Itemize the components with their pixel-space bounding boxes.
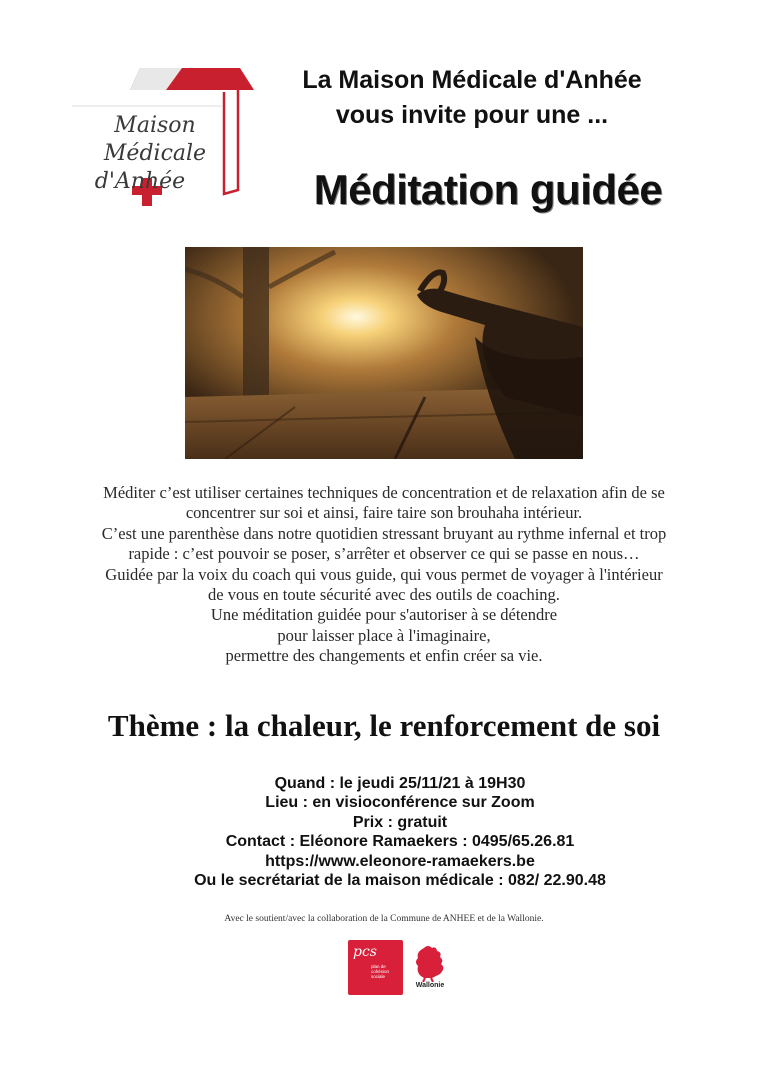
meditation-hand-sunset-photo <box>185 247 583 459</box>
wallonie-logo-name: Wallonie <box>415 982 445 989</box>
description-line: pour laisser place à l'imaginaire, <box>277 625 491 645</box>
logo-wordmark <box>70 112 240 196</box>
info-when: Quand : le jeudi 25/11/21 à 19H30 <box>274 775 526 792</box>
info-website-link[interactable]: https://www.eleonore-ramaekers.be <box>265 852 535 870</box>
maison-medicale-logo <box>62 66 262 216</box>
hero-photo <box>185 247 583 459</box>
pcs-logo <box>348 940 403 995</box>
description-line: permettre des changements et enfin créer sa vie. <box>225 646 543 666</box>
logo-line1: Maison Médicale <box>103 113 207 166</box>
description-line: concentrer sur soi et ainsi, faire taire son brouhaha intérieur. <box>185 503 583 523</box>
info-where: Lieu : en visioconférence sur Zoom <box>265 794 535 812</box>
support-note: Avec le soutient/avec la collaboration de la Commune de ANHEE et de la Wallonie. <box>224 914 544 924</box>
event-info <box>120 774 680 890</box>
header-line2: vous invite pour une ... <box>335 101 609 129</box>
pcs-logo-name: pcs <box>353 944 377 960</box>
header-line1: La Maison Médicale d'Anhée <box>302 66 642 94</box>
description-line: Méditer c’est utiliser certaines techniques de concentration et de relaxation afin de se <box>103 483 665 502</box>
description-line: C’est une parenthèse dans notre quotidien stressant bruyant au rythme infernal et trop <box>101 523 667 543</box>
wallonie-logo <box>410 944 450 994</box>
description-line: rapide : c’est pouvoir se poser, s’arrêter et observer ce qui se passe en nous… <box>128 544 640 564</box>
logo-line2: d'Anhée <box>94 169 186 194</box>
description-line: Une méditation guidée pour s'autoriser à se détendre <box>210 605 558 625</box>
theme-heading: Thème : la chaleur, le renforcement de soi <box>107 708 661 743</box>
info-price: Prix : gratuit <box>352 813 448 831</box>
info-contact: Contact : Eléonore Ramaekers : 0495/65.26.81 <box>225 833 575 851</box>
rooster-icon <box>410 944 450 982</box>
page-title: Méditation guidée <box>313 166 663 213</box>
description <box>40 483 728 667</box>
pcs-logo-subtitle: plan de cohésion sociale <box>371 964 390 979</box>
info-secretariat: Ou le secrétariat de la maison médicale : 082/ 22.90.48 <box>194 872 606 890</box>
description-line: de vous en toute sécurité avec des outils de coaching. <box>208 585 560 605</box>
description-line: Guidée par la voix du coach qui vous guide, qui vous permet de voyager à l'intérieur <box>105 564 663 584</box>
